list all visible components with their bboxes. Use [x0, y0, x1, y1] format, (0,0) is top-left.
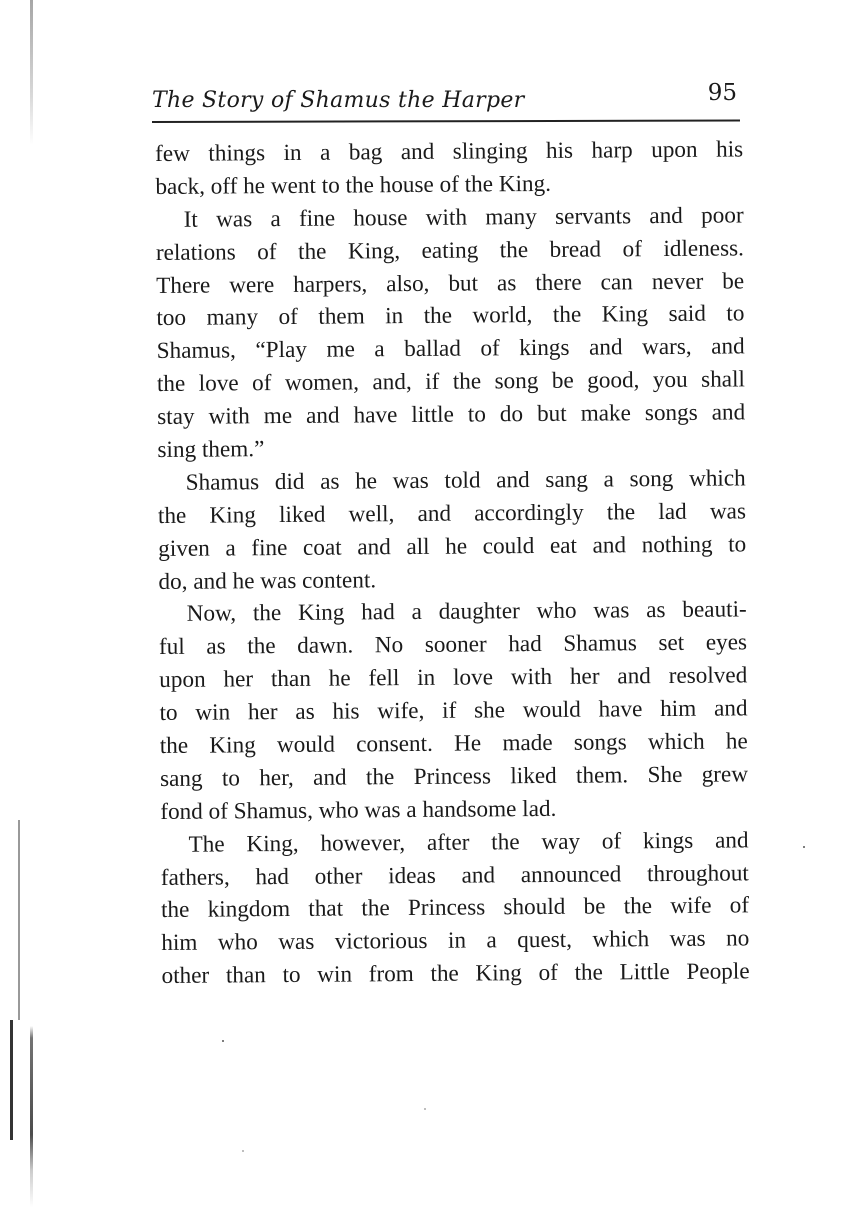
text-line: relations of the King, eating the bread of idleness.: [155, 235, 744, 266]
text-line: the King would consent. He made songs which he: [159, 728, 748, 760]
text-line: Shamus, “Play me a ballad of kings and wars, and: [156, 333, 745, 365]
text-line: back, off he went to the house of the King.: [155, 170, 552, 200]
scan-speck: [803, 846, 805, 848]
text-line: do, and he was content.: [158, 566, 377, 595]
text-line: sing them.”: [157, 436, 265, 464]
scan-speck: [242, 1150, 244, 1152]
text-line: other than to win from the King of the Little People: [161, 958, 750, 990]
text-line: him who was victorious in a quest, which was no: [161, 925, 750, 957]
text-line: upon her than he fell in love with her and resolved: [159, 662, 748, 694]
text-line: the love of women, and, if the song be good, you shall: [156, 366, 746, 398]
text-line: Now, the King had a daughter who was as beauti-: [186, 596, 747, 628]
text-line: the King liked well, and accordingly the lad was: [157, 498, 747, 529]
text-line: sang to her, and the Princess liked them. She grew: [159, 761, 749, 792]
text-line: stay with me and have little to do but make songs and: [157, 399, 746, 431]
page-header: [152, 78, 739, 122]
text-line: the kingdom that the Princess should be the wife of: [160, 892, 750, 924]
header-rule: [152, 119, 740, 123]
text-line: fathers, had other ideas and announced throughout: [160, 859, 749, 891]
binding-edge-mark-faint: [18, 820, 20, 1020]
text-line: few things in a bag and slinging his harp upon his: [155, 136, 744, 167]
text-line: too many of them in the world, the King said to: [156, 300, 745, 332]
text-line: Shamus did as he was told and sang a song which: [185, 465, 746, 496]
text-line: given a fine coat and all he could eat and nothing to: [158, 531, 747, 562]
page-number: 95: [707, 80, 737, 106]
text-line: to win her as his wife, if she would have him and: [159, 695, 748, 727]
text-line: There were harpers, also, but as there can never be: [156, 267, 745, 299]
scan-speck: [424, 1108, 426, 1110]
text-line: ful as the dawn. No sooner had Shamus set eyes: [158, 629, 748, 661]
text-line: It was a fine house with many servants and poor: [183, 202, 744, 233]
binding-edge-mark: [10, 1020, 13, 1140]
body-text: [155, 133, 762, 993]
running-title: The Story of Shamus the Harper: [152, 88, 525, 113]
scan-speck: [222, 1040, 224, 1042]
binding-edge-shadow: [30, 0, 33, 1207]
text-line: The King, however, after the way of kings and: [188, 827, 749, 858]
text-line: fond of Shamus, who was a handsome lad.: [160, 795, 557, 825]
